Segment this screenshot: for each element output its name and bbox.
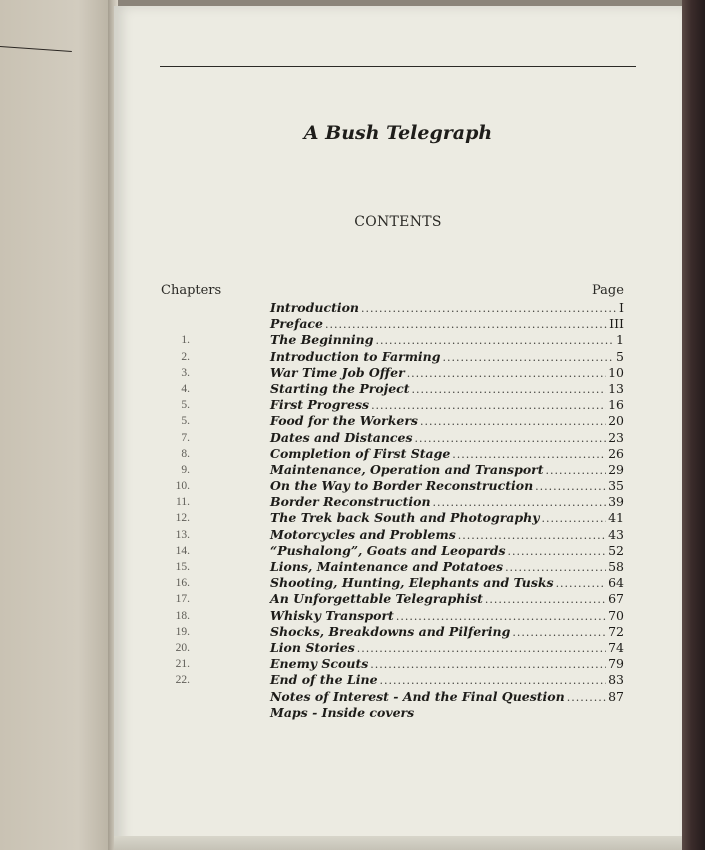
toc-row — [160, 397, 624, 413]
toc-entry — [270, 397, 624, 414]
page-number: 72 — [608, 623, 624, 639]
toc-row — [160, 446, 624, 462]
page-number: 26 — [608, 445, 624, 461]
chapter-number: 2. — [181, 350, 190, 363]
dot-leader — [535, 479, 606, 495]
toc-entry — [270, 608, 624, 625]
toc-entry — [270, 300, 624, 317]
toc-entry — [270, 510, 624, 527]
chapter-number: 18. — [175, 609, 190, 622]
header-rule — [160, 66, 636, 67]
chapter-title: Maintenance, Operation and Transport — [270, 461, 544, 477]
toc-entry — [270, 430, 624, 447]
dot-leader — [380, 673, 607, 689]
page-column-label: Page — [592, 283, 624, 298]
page-number: 23 — [608, 429, 624, 445]
book-cover-edge — [682, 0, 705, 850]
chapter-number: 22. — [175, 674, 190, 687]
page-number: 16 — [608, 397, 624, 413]
toc-entry — [270, 543, 624, 560]
toc-row — [160, 575, 624, 591]
page-number: 35 — [608, 478, 624, 494]
chapter-number: 3. — [181, 366, 190, 379]
toc-entry — [270, 591, 624, 608]
chapter-title: Preface — [270, 316, 323, 332]
dot-leader — [396, 609, 606, 625]
page-bottom-edge — [114, 836, 682, 850]
chapter-title: An Unforgettable Telegraphist — [270, 591, 483, 607]
toc-row — [160, 543, 624, 559]
chapter-title: Introduction to Farming — [270, 348, 441, 364]
page-number: 10 — [608, 364, 624, 380]
toc-row — [160, 559, 624, 575]
chapter-title: First Progress — [270, 397, 370, 413]
page-number: 79 — [608, 656, 624, 672]
dot-leader — [420, 414, 606, 430]
toc-row — [160, 624, 624, 640]
chapter-number: 20. — [175, 641, 190, 654]
dot-leader — [508, 544, 607, 560]
chapter-number: 19. — [175, 625, 190, 638]
toc-entry — [270, 624, 624, 641]
chapter-number: 1. — [181, 334, 190, 347]
toc-entry — [270, 689, 624, 706]
chapter-number: 16. — [175, 577, 190, 590]
dot-leader — [370, 657, 606, 673]
toc-row — [160, 689, 624, 705]
page-number: 20 — [608, 413, 624, 429]
toc-row — [160, 381, 624, 397]
page-number: 58 — [608, 559, 624, 574]
page-number: 13 — [608, 380, 624, 396]
page-number: I — [619, 300, 624, 315]
toc-row — [160, 591, 624, 607]
toc-entry — [270, 349, 624, 366]
toc-entry — [270, 656, 624, 673]
page-number: 70 — [608, 607, 624, 623]
toc-entry — [270, 462, 624, 479]
toc-row — [160, 478, 624, 494]
toc-row — [160, 672, 624, 688]
chapter-title: Food for the Workers — [270, 413, 418, 429]
dot-leader — [443, 350, 615, 366]
page-number: 5 — [616, 348, 624, 364]
toc-entry — [270, 446, 624, 463]
toc-row — [160, 656, 624, 672]
toc-row — [160, 430, 624, 446]
toc-entry — [270, 559, 624, 576]
toc-entry — [270, 478, 624, 495]
page-number: 29 — [608, 461, 624, 477]
chapter-number: 10. — [175, 480, 190, 493]
chapter-title: Lion Stories — [270, 639, 355, 655]
chapter-title: Shooting, Hunting, Elephants and Tusks — [270, 575, 554, 591]
chapter-title: “Pushalong”, Goats and Leopards — [270, 542, 506, 558]
dot-leader — [567, 690, 606, 706]
dot-leader — [361, 301, 617, 317]
chapter-number: 11. — [176, 496, 190, 509]
toc-entry — [270, 365, 624, 382]
chapter-number: 5. — [181, 399, 190, 412]
chapter-title: The Trek back South and Photography — [270, 510, 540, 526]
chapter-title: Shocks, Breakdowns and Pilfering — [270, 623, 511, 639]
toc-entry — [270, 316, 624, 333]
chapter-number: 13. — [175, 528, 190, 541]
chapter-number: 9. — [181, 463, 190, 476]
page-number: III — [609, 316, 624, 332]
dot-leader — [325, 317, 607, 333]
page-number: 74 — [608, 639, 624, 655]
dot-leader — [415, 431, 607, 447]
dot-leader — [512, 625, 606, 641]
chapter-number: 15. — [175, 561, 190, 573]
dot-leader — [452, 447, 606, 463]
page-number: 87 — [608, 688, 624, 704]
chapter-title: Border Reconstruction — [270, 494, 431, 510]
chapter-title: Lions, Maintenance and Potatoes — [270, 559, 504, 574]
toc-entry — [270, 494, 624, 511]
chapter-title: War Time Job Offer — [270, 364, 405, 380]
chapter-title: Starting the Project — [270, 380, 410, 396]
chapter-title: Completion of First Stage — [270, 445, 451, 461]
toc-entry — [270, 672, 624, 689]
book-title: A Bush Telegraph — [303, 122, 493, 144]
chapter-number: 17. — [175, 593, 190, 606]
left-page-rule — [0, 46, 72, 52]
toc-row — [160, 494, 624, 510]
toc-entry — [270, 575, 624, 592]
dot-leader — [505, 560, 606, 576]
page-number: 39 — [608, 494, 624, 510]
toc-entry — [270, 332, 624, 349]
chapter-number: 7. — [181, 431, 190, 444]
page-number: 1 — [616, 332, 624, 348]
chapter-title: Notes of Interest - And the Final Question — [270, 688, 565, 704]
chapter-title: Maps - Inside covers — [270, 704, 415, 720]
chapter-title: Enemy Scouts — [270, 656, 369, 672]
dot-leader — [458, 528, 606, 544]
chapter-title: Dates and Distances — [270, 429, 413, 445]
toc-entry — [270, 381, 624, 398]
toc-row — [160, 608, 624, 624]
chapter-number: 4. — [181, 382, 190, 395]
toc-row — [160, 510, 624, 526]
table-of-contents — [160, 300, 624, 721]
chapter-title: End of the Line — [270, 672, 378, 688]
toc-entry — [270, 527, 624, 544]
chapter-title: Whisky Transport — [270, 607, 394, 623]
chapter-title: Introduction — [270, 300, 360, 315]
dot-leader — [357, 641, 606, 657]
dot-leader — [556, 576, 607, 592]
toc-row — [160, 349, 624, 365]
toc-row — [160, 365, 624, 381]
dot-leader — [375, 333, 614, 349]
toc-row — [160, 705, 624, 721]
dot-leader — [371, 398, 606, 414]
page-number: 43 — [608, 526, 624, 542]
dot-leader — [546, 463, 607, 479]
chapter-number: 8. — [181, 447, 190, 460]
dot-leader — [412, 382, 607, 398]
dot-leader — [542, 511, 607, 527]
toc-row — [160, 332, 624, 348]
dot-leader — [433, 495, 607, 511]
toc-row — [160, 316, 624, 332]
toc-row — [160, 300, 624, 316]
chapter-number: 14. — [175, 544, 190, 557]
dot-leader — [485, 592, 606, 608]
contents-heading: CONTENTS — [354, 214, 442, 230]
page-number: 67 — [608, 591, 624, 607]
chapter-title: The Beginning — [270, 332, 374, 348]
chapter-number: 12. — [175, 512, 190, 525]
left-page — [0, 0, 112, 850]
toc-entry — [270, 413, 624, 430]
chapter-number: 21. — [175, 658, 190, 671]
chapter-title: Motorcycles and Problems — [270, 526, 456, 542]
dot-leader — [407, 366, 606, 382]
toc-row — [160, 413, 624, 429]
toc-entry — [270, 705, 624, 721]
chapter-number: 5. — [181, 415, 190, 428]
chapter-title: On the Way to Border Reconstruction — [270, 478, 534, 494]
chapters-column-label: Chapters — [161, 283, 222, 298]
toc-row — [160, 527, 624, 543]
toc-row — [160, 640, 624, 656]
toc-entry — [270, 640, 624, 657]
page-number: 52 — [608, 542, 624, 558]
toc-row — [160, 462, 624, 478]
page-number: 41 — [608, 510, 624, 526]
page-number: 64 — [608, 575, 624, 591]
page-number: 83 — [608, 672, 624, 688]
